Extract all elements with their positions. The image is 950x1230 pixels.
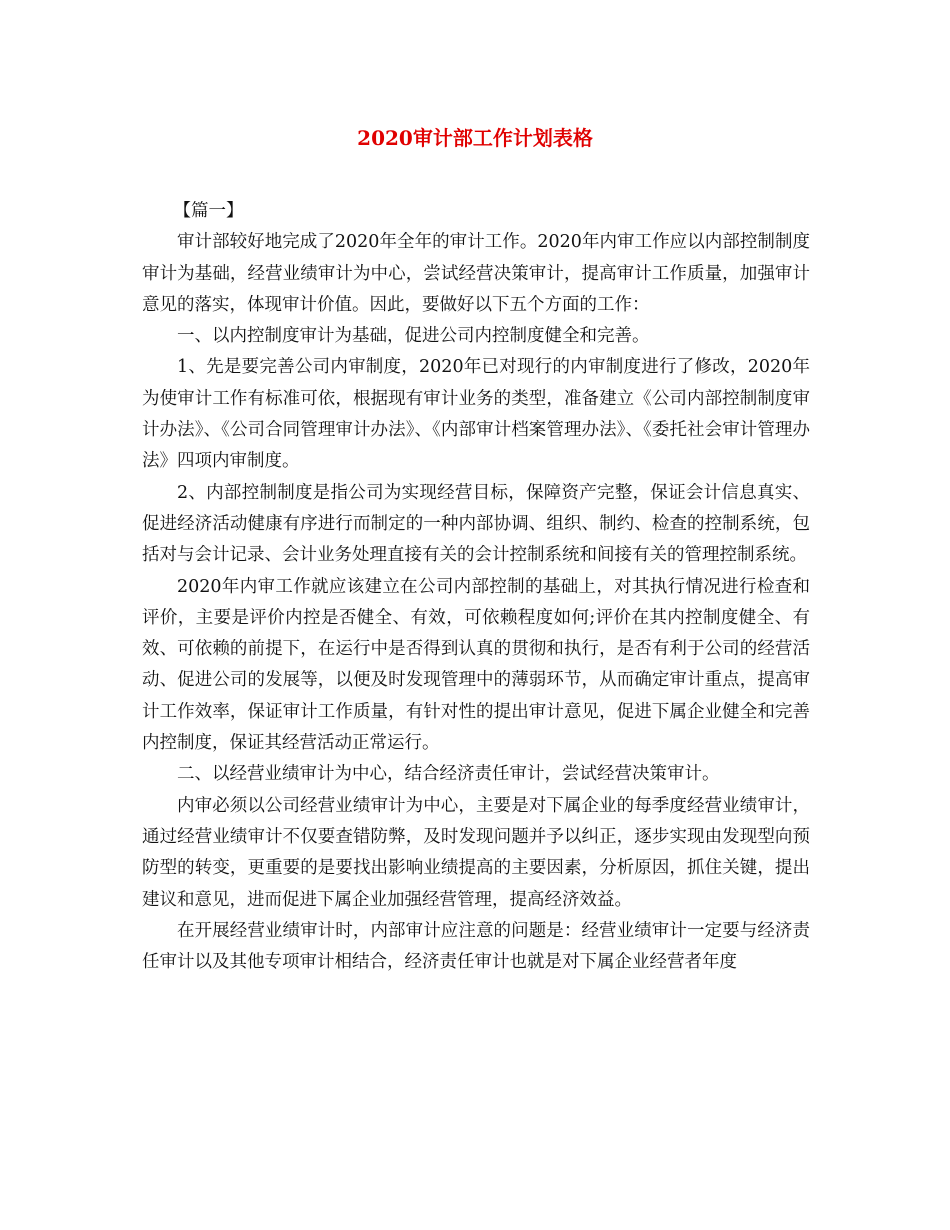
section-heading: 二、以经营业绩审计为中心，结合经济责任审计，尝试经营决策审计。 [177, 764, 720, 785]
document-body [142, 196, 810, 978]
body-paragraph: 在开展经营业绩审计时，内部审计应注意的问题是：经营业绩审计一定要与经济责任审计以及其他专项审计相结合，经济责任审计也就是对下属企业经营者年度 [142, 920, 810, 973]
document-title: 2020审计部工作计划表格 [357, 126, 593, 150]
body-paragraph: 内审必须以公司经营业绩审计为中心，主要是对下属企业的每季度经营业绩审计，通过经营业绩审计不仅要查错防弊，及时发现问题并予以纠正，逐步实现由发现型向预防型的转变，更重要的是要找出影响业绩提高的主要因素，分析原因，抓住关键，提出建议和意见，进而促进下属企业加强经营管理，提高经济效益。 [142, 795, 810, 910]
body-paragraph: 2020年内审工作就应该建立在公司内部控制的基础上，对其执行情况进行检查和评价，主要是评价内控是否健全、有效，可依赖程度如何;评价在其内控制度健全、有效、可依赖的前提下，在运行中是否得到认真的贯彻和执行，是否有利于公司的经营活动、促进公司的发展等，以便及时发现管理中的薄弱环节，从而确定审计重点，提高审计工作效率，保证审计工作质量，有针对性的提出审计意见，促进下属企业健全和完善内控制度，保证其经营活动正常运行。 [142, 576, 810, 754]
body-paragraph: 1、先是要完善公司内审制度，2020年已对现行的内审制度进行了修改，2020年为使审计工作有标准可依，根据现有审计业务的类型，准备建立《公司内部控制制度审计办法》、《公司合同管理审计办法》、《内部审计档案管理办法》、《委托社会审计管理办法》四项内审制度。 [142, 357, 810, 472]
body-paragraph: 2、内部控制制度是指公司为实现经营目标，保障资产完整，保证会计信息真实、促进经济活动健康有序进行而制定的一种内部协调、组织、制约、检查的控制系统，包括对与会计记录、会计业务处理直接有关的会计控制系统和间接有关的管理控制系统。 [142, 482, 810, 566]
body-paragraph: 审计部较好地完成了2020年全年的审计工作。2020年内审工作应以内部控制制度审计为基础，经营业绩审计为中心，尝试经营决策审计，提高审计工作质量，加强审计意见的落实，体现审计价值。因此，要做好以下五个方面的工作： [142, 232, 810, 315]
section-heading: 一、以内控制度审计为基础，促进公司内控制度健全和完善。 [177, 326, 650, 347]
section-label: 【篇一】 [173, 201, 244, 221]
